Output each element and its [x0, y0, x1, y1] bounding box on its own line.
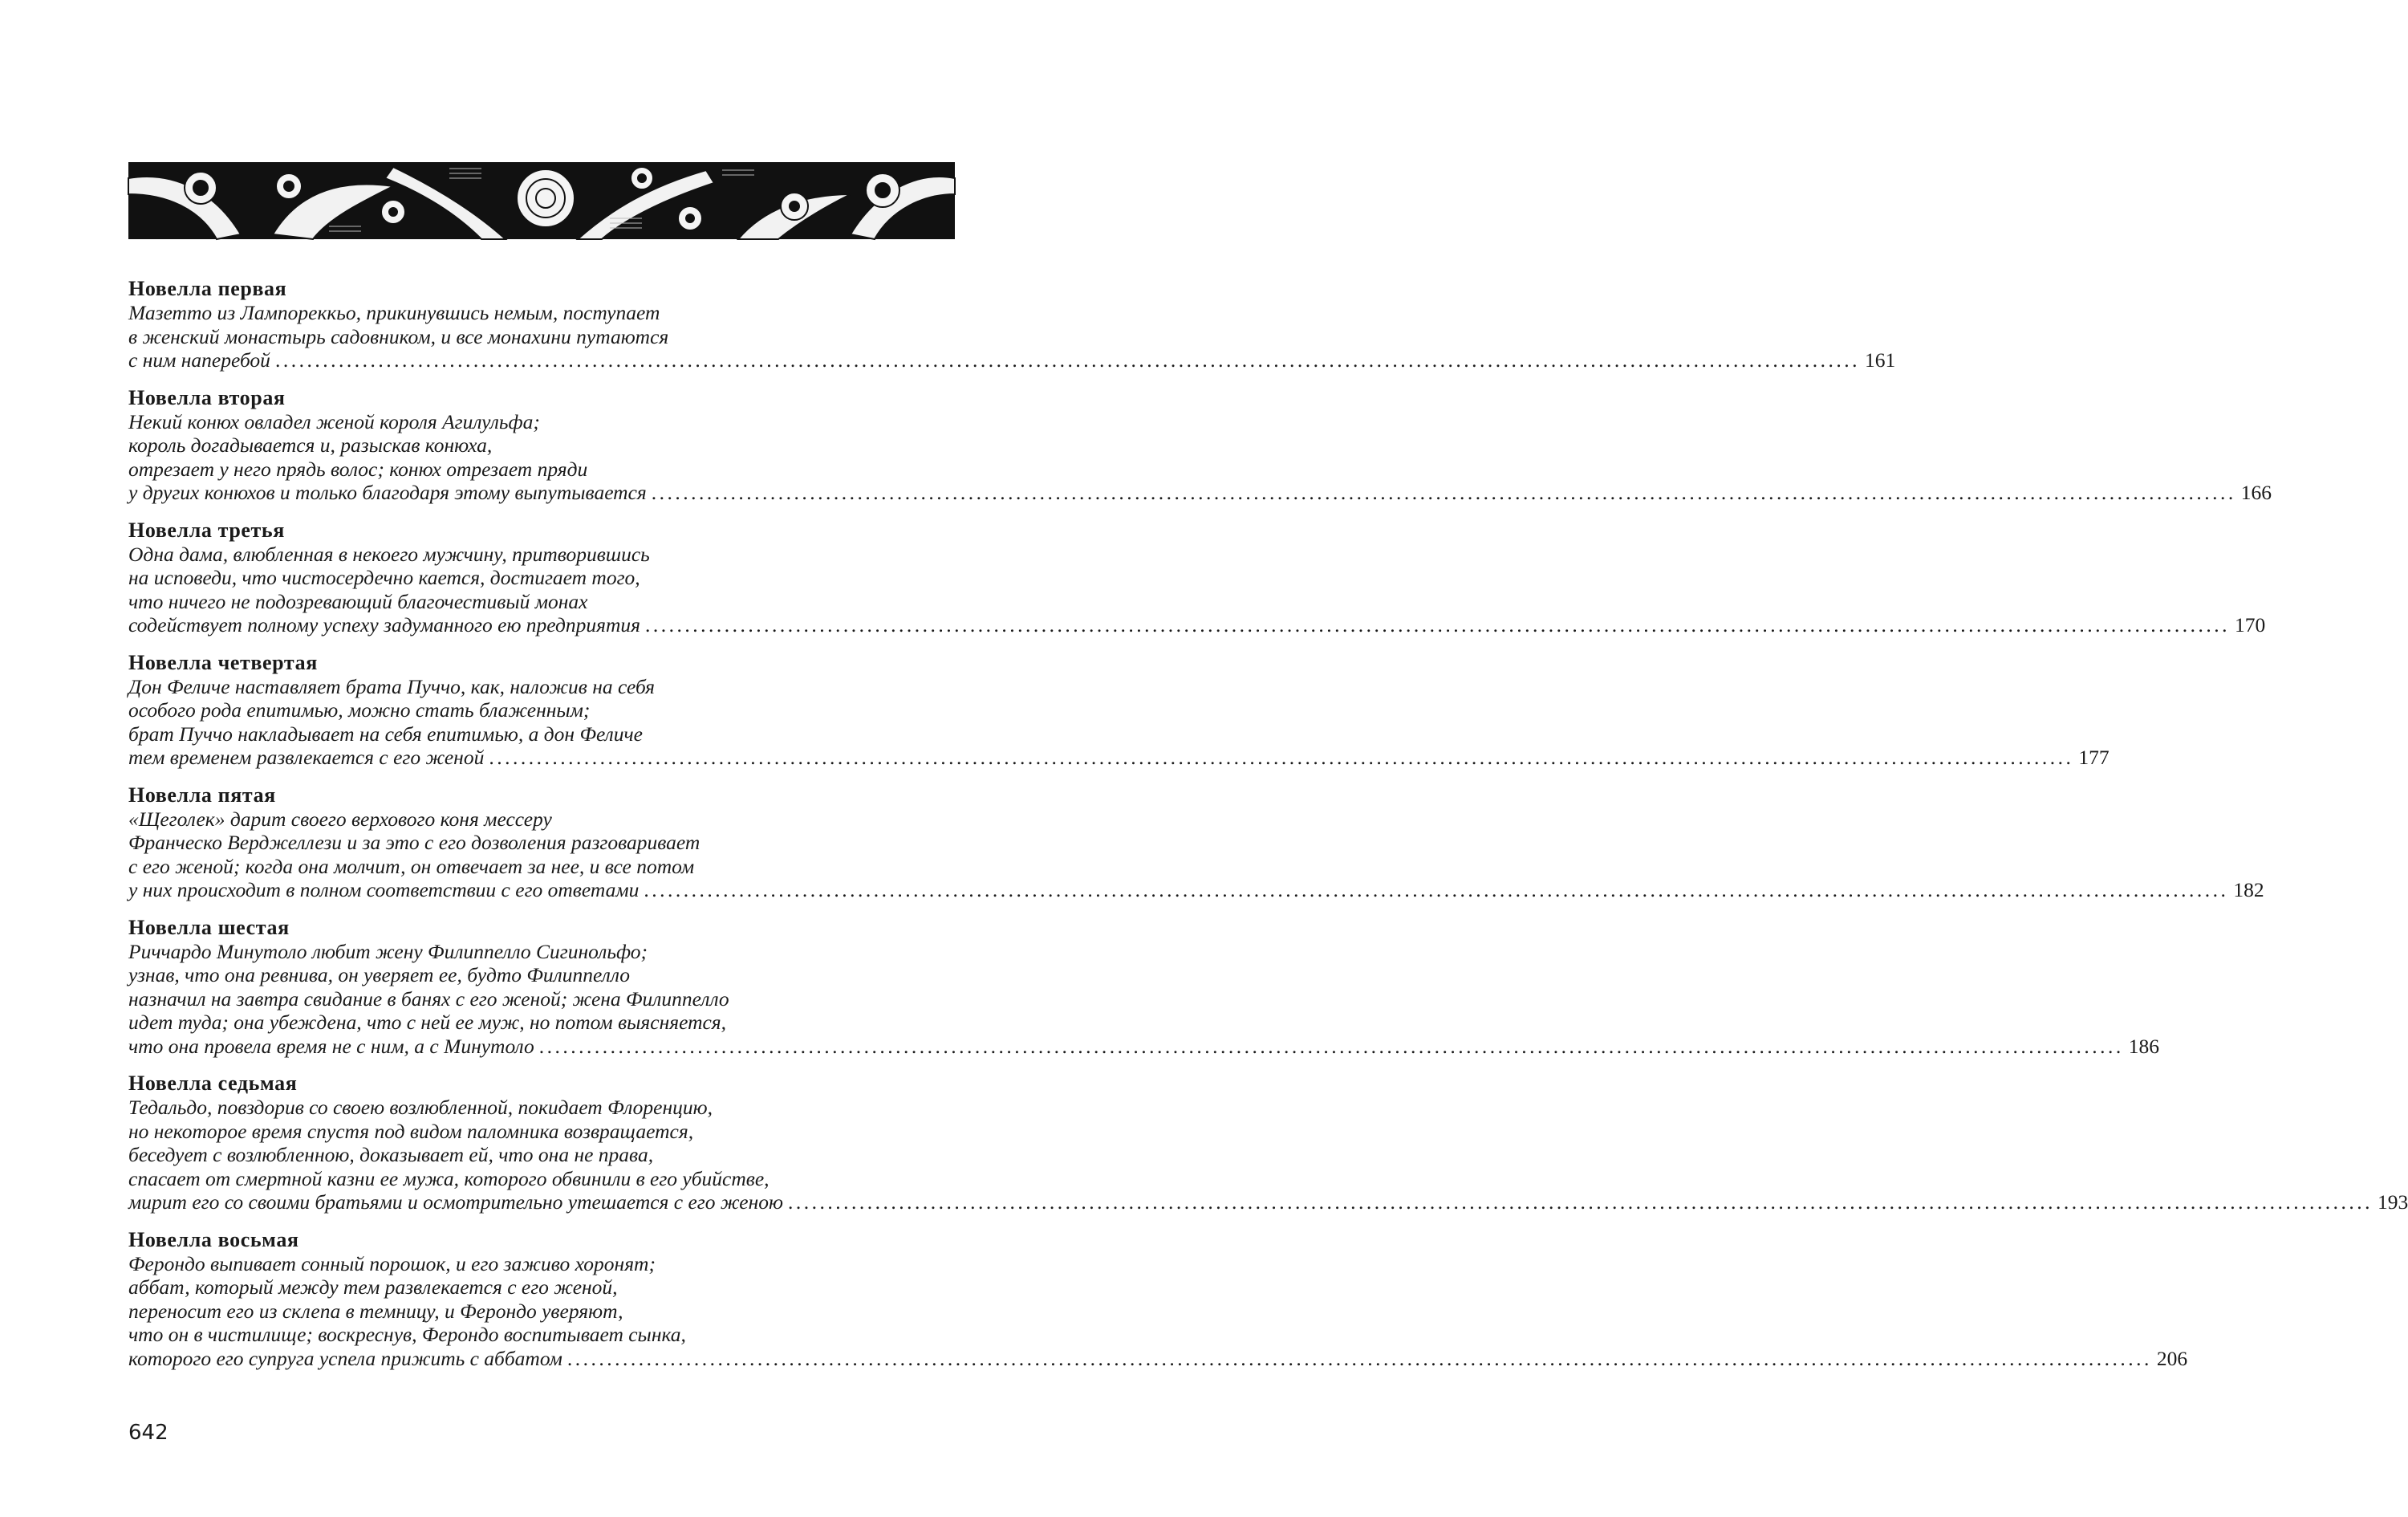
entry-summary-last-line: [128, 1034, 2159, 1059]
entry-summary-line: Франческо Верджеллези и за это с его дозволения разговаривает: [128, 831, 700, 854]
entry-title: Новелла четвертая: [128, 650, 318, 674]
entry-summary-line: которого его супруга успела прижить с аббатом: [128, 1346, 562, 1370]
entry-page-number: 182: [2233, 878, 2264, 901]
entry-title: Новелла первая: [128, 277, 287, 300]
entry-title: Новелла седьмая: [128, 1072, 298, 1095]
entry-summary-last-line: [128, 613, 2266, 637]
entry-title: Новелла восьмая: [128, 1227, 299, 1251]
entry-page-number: 170: [2235, 613, 2266, 636]
entry-summary-last-line: [128, 1190, 2408, 1214]
entry-page-number: 177: [2078, 746, 2110, 769]
entry-page-number: 161: [1864, 348, 1896, 372]
entry-summary-line: что она провела время не с ним, а с Минутоло: [128, 1034, 534, 1058]
toc-entry[interactable]: [128, 385, 2272, 505]
dot-leader: ........................................................................................................................................................................................................: [645, 613, 2230, 636]
entry-summary-line: Одна дама, влюбленная в некоего мужчину, притворившись: [128, 542, 650, 566]
entry-summary-line: спасает от смертной казни ее мужа, которого обвинили в его убийстве,: [128, 1166, 770, 1190]
entry-page-number: 166: [2240, 481, 2272, 504]
entry-summary-line: что ничего не подозревающий благочестивый монах: [128, 589, 588, 613]
entry-summary-last-line: [128, 878, 2264, 902]
entry-title: Новелла третья: [128, 518, 285, 542]
entry-summary-line: с его женой; когда она молчит, он отвечает за нее, и все потом: [128, 854, 695, 878]
entry-title: Новелла вторая: [128, 385, 286, 409]
toc-entry[interactable]: [128, 915, 2159, 1059]
entry-summary-line: Некий конюх овладел женой короля Агилульфа;: [128, 409, 540, 433]
entry-summary-line: узнав, что она ревнива, он уверяет ее, будто Филиппелло: [128, 963, 630, 986]
dot-leader: ........................................................................................................................................................................................................: [489, 746, 2074, 769]
toc-entry[interactable]: [128, 277, 1896, 372]
entry-summary-line: Мазетто из Лампореккьо, прикинувшись немым, поступает: [128, 301, 660, 324]
entry-summary-line: назначил на завтра свидание в банях с его женой; жена Филиппелло: [128, 986, 729, 1011]
entry-summary-line: у них происходит в полном соответствии с его ответами: [128, 878, 640, 901]
entry-summary-line: Риччардо Минутоло любит жену Филиппелло Сигинольфо;: [128, 939, 648, 963]
floral-ornament-band: [128, 162, 955, 239]
entry-summary-line: с ним наперебой: [128, 348, 270, 372]
entry-summary-line: переносит его из склепа в темницу, и Ферондо уверяют,: [128, 1299, 623, 1323]
page-number: 642: [128, 1421, 169, 1445]
entry-summary-line: Дон Феличе наставляет брата Пуччо, как, наложив на себя: [128, 674, 656, 698]
dot-leader: ........................................................................................................................................................................................................: [644, 878, 2229, 901]
entry-page-number: 206: [2156, 1346, 2188, 1370]
entry-summary-line: Тедальдо, повздорив со своею возлюбленной, покидает Флоренцию,: [128, 1096, 713, 1119]
entry-summary-line: «Щеголек» дарит своего верхового коня мессеру: [128, 807, 552, 831]
entry-summary-line: у других конюхов и только благодаря этому выпутывается: [128, 481, 647, 504]
entry-summary-last-line: [128, 1346, 2188, 1371]
entry-summary-line: Ферондо выпивает сонный порошок, и его заживо хоронят;: [128, 1251, 656, 1275]
entry-summary-line: на исповеди, что чистосердечно кается, достигает того,: [128, 566, 640, 589]
table-of-contents: [128, 277, 2408, 1384]
entry-summary-line: мирит его со своими братьями и осмотрительно утешается с его женою: [128, 1190, 783, 1214]
dot-leader: ........................................................................................................................................................................................................: [787, 1190, 2373, 1214]
entry-summary-line: брат Пуччо накладывает на себя епитимью, а дон Феличе: [128, 722, 643, 746]
entry-page-number: 186: [2128, 1034, 2159, 1058]
dot-leader: ........................................................................................................................................................................................................: [274, 348, 1860, 372]
entry-page-number: 193: [2377, 1190, 2408, 1214]
dot-leader: ........................................................................................................................................................................................................: [651, 481, 2236, 504]
dot-leader: ........................................................................................................................................................................................................: [538, 1034, 2124, 1058]
entry-summary-line: аббат, который между тем развлекается с его женой,: [128, 1275, 618, 1299]
entry-summary-line: идет туда; она убеждена, что с ней ее муж, но потом выясняется,: [128, 1011, 727, 1034]
dot-leader: ........................................................................................................................................................................................................: [566, 1346, 2152, 1370]
toc-entry[interactable]: [128, 650, 2110, 770]
entry-summary-line: в женский монастырь садовником, и все монахини путаются: [128, 324, 669, 348]
entry-title: Новелла пятая: [128, 783, 276, 807]
toc-entry[interactable]: [128, 518, 2266, 637]
entry-summary-line: содействует полному успеху задуманного ею предприятия: [128, 613, 640, 636]
toc-entry[interactable]: [128, 1227, 2188, 1371]
entry-title: Новелла шестая: [128, 915, 290, 939]
entry-summary-line: тем временем развлекается с его женой: [128, 746, 485, 769]
entry-summary-line: но некоторое время спустя под видом паломника возвращается,: [128, 1119, 694, 1143]
toc-entry[interactable]: [128, 1072, 2408, 1214]
entry-summary-line: что он в чистилище; воскреснув, Ферондо воспитывает сынка,: [128, 1323, 686, 1346]
entry-summary-last-line: [128, 746, 2110, 770]
entry-summary-last-line: [128, 348, 1896, 372]
entry-summary-line: особого рода епитимью, можно стать блаженным;: [128, 698, 591, 722]
entry-summary-line: король догадывается и, разыскав конюха,: [128, 433, 493, 457]
entry-summary-line: беседует с возлюбленною, доказывает ей, что она не права,: [128, 1143, 654, 1166]
entry-summary-line: отрезает у него прядь волос; конюх отрезает пряди: [128, 457, 588, 481]
entry-summary-last-line: [128, 481, 2272, 505]
toc-entry[interactable]: [128, 783, 2264, 902]
